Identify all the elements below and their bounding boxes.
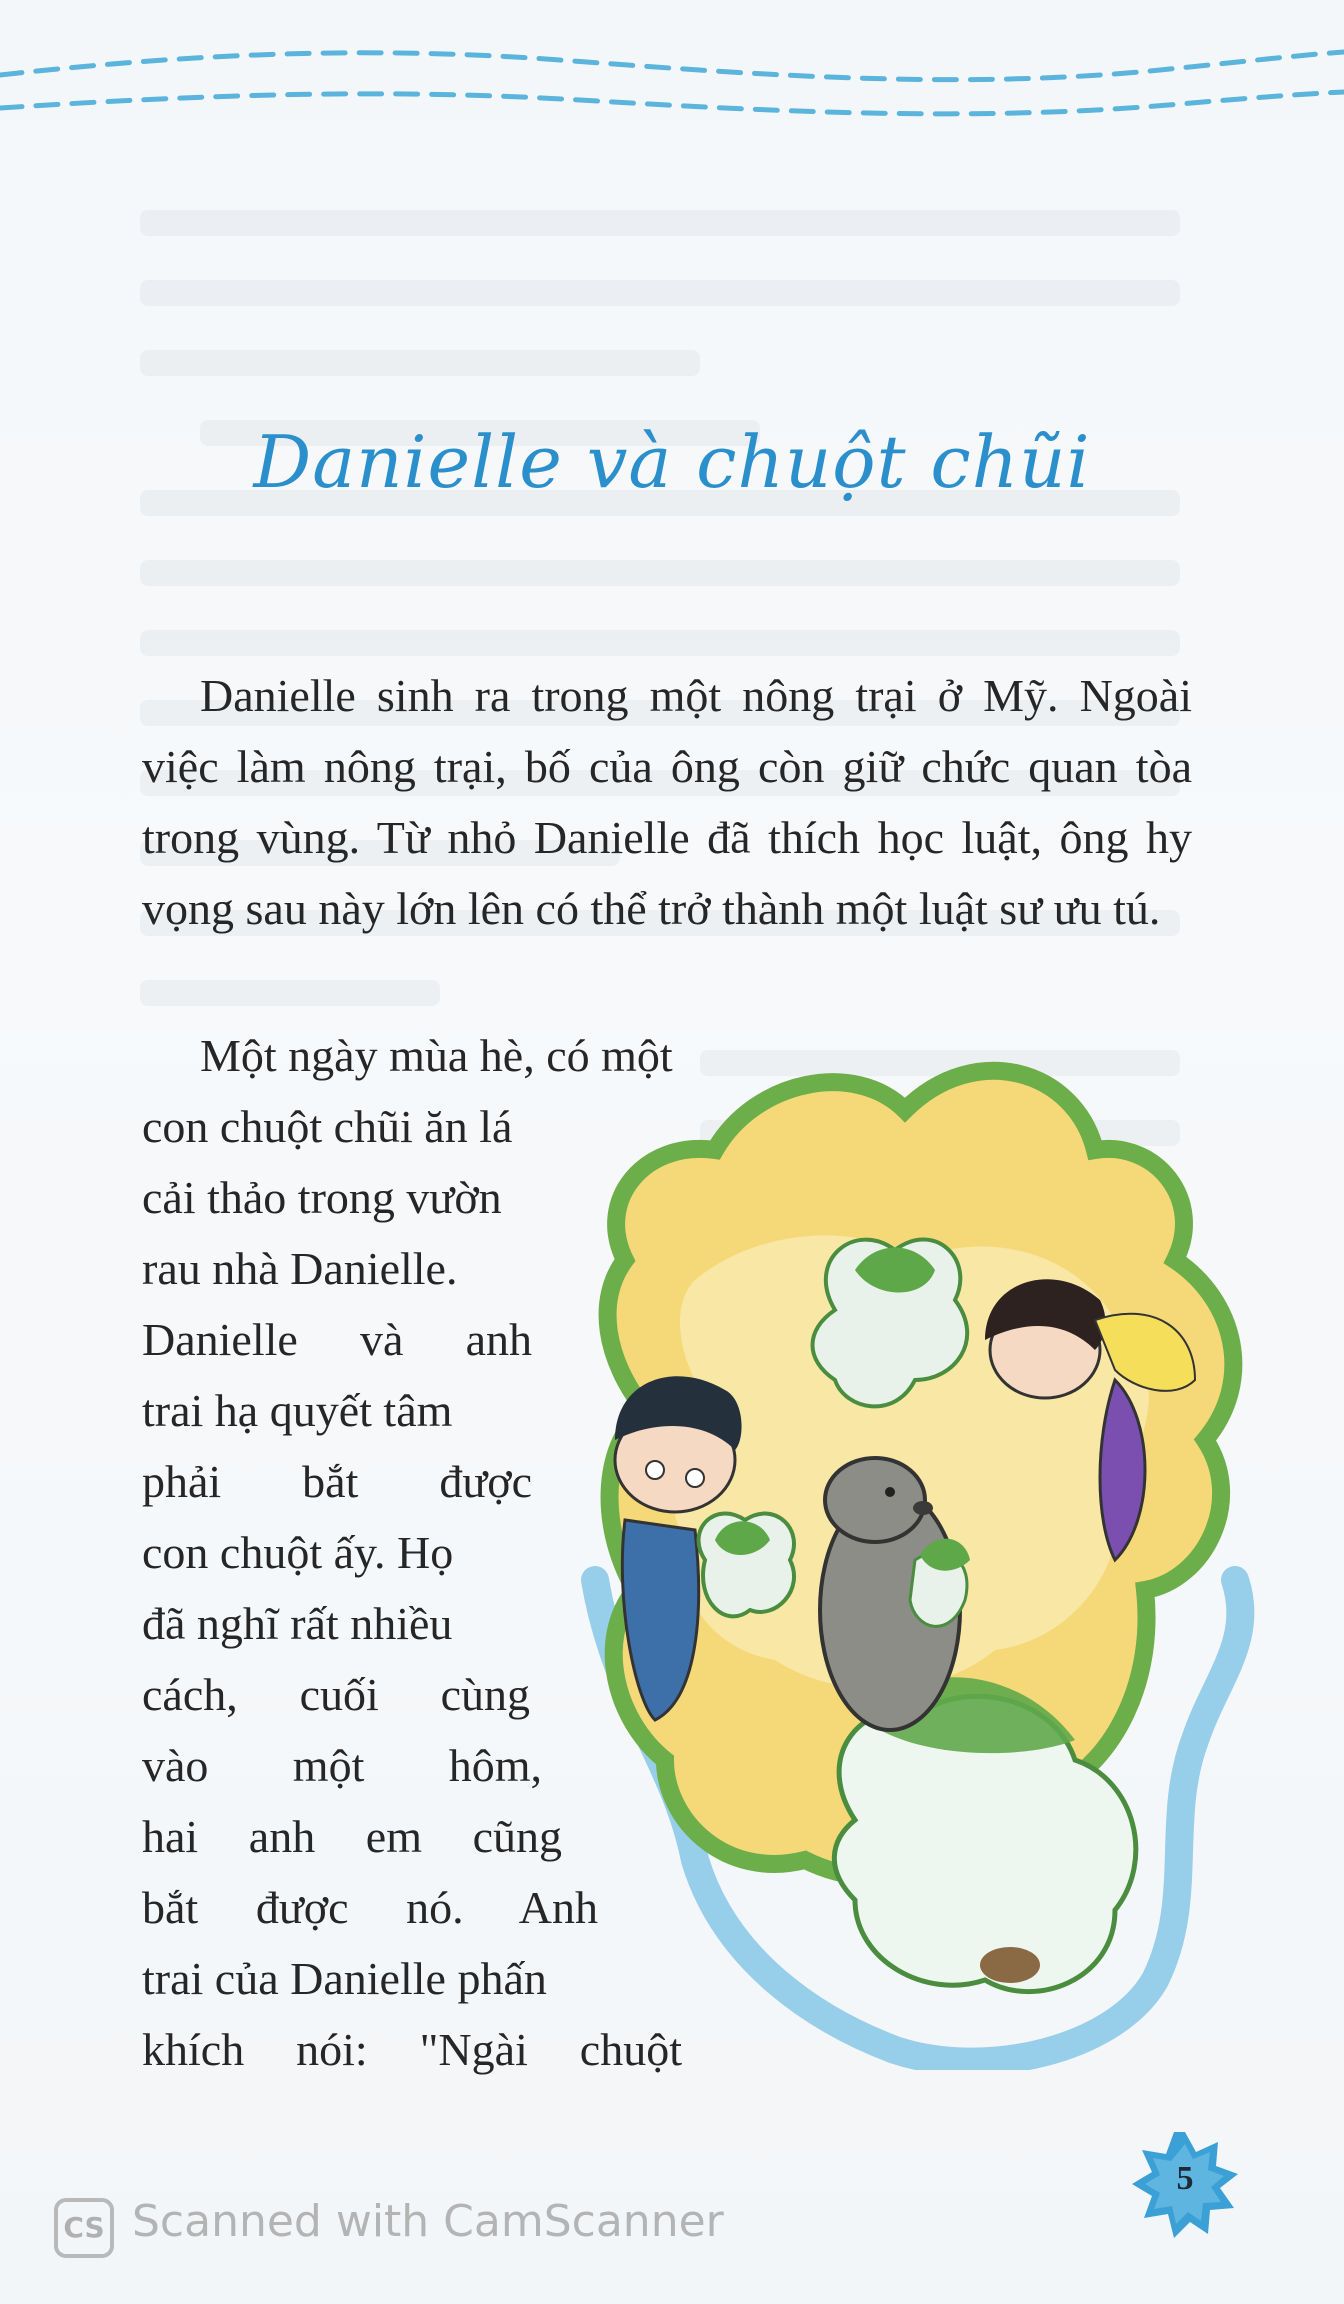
- paragraph-2-line: con chuột chũi ăn lá: [142, 1101, 513, 1152]
- paragraph-2-line: con chuột ấy. Họ: [142, 1527, 454, 1578]
- page-number: 5: [1176, 2160, 1194, 2197]
- camscanner-logo-icon: CS: [54, 2198, 114, 2258]
- paragraph-1: [142, 660, 1192, 944]
- wavy-border-decoration: [0, 0, 1344, 150]
- paragraph-2-line: Danielle và anh: [142, 1314, 532, 1365]
- paragraph-2-line: trai của Danielle phấn: [142, 1953, 547, 2004]
- paragraph-2-line: vào một hôm,: [142, 1740, 542, 1791]
- mole-and-children-illustration: [555, 1000, 1300, 2070]
- paragraph-2-line: đã nghĩ rất nhiều: [142, 1598, 453, 1649]
- paragraph-1-text: Danielle sinh ra trong một nông trại ở Mỹ. Ngoài việc làm nông trại, bố của ông còn giữ chức quan tòa trong vùng. Từ nhỏ Danielle đã thích học luật, ông hy vọng sau này lớn lên có thể trở thành một luật sư ưu tú.: [142, 670, 1192, 934]
- paragraph-2-line: rau nhà Danielle.: [142, 1243, 458, 1294]
- paragraph-2-line: cải thảo trong vườn: [142, 1172, 502, 1223]
- paragraph-2-line: khích nói: "Ngài chuột: [142, 2024, 682, 2075]
- camscanner-watermark-text: Scanned with CamScanner: [132, 2196, 724, 2247]
- page-title: Danielle và chuột chũi: [253, 420, 1091, 504]
- paragraph-2-line: hai anh em cũng: [142, 1811, 562, 1862]
- paragraph-2-line: Một ngày mùa hè, có một: [200, 1030, 673, 1081]
- paragraph-2-line: bắt được nó. Anh: [142, 1882, 598, 1933]
- paragraph-2-line: trai hạ quyết tâm: [142, 1385, 453, 1436]
- paragraph-2-line: cách, cuối cùng: [142, 1669, 530, 1720]
- paragraph-2-line: phải bắt được: [142, 1456, 532, 1507]
